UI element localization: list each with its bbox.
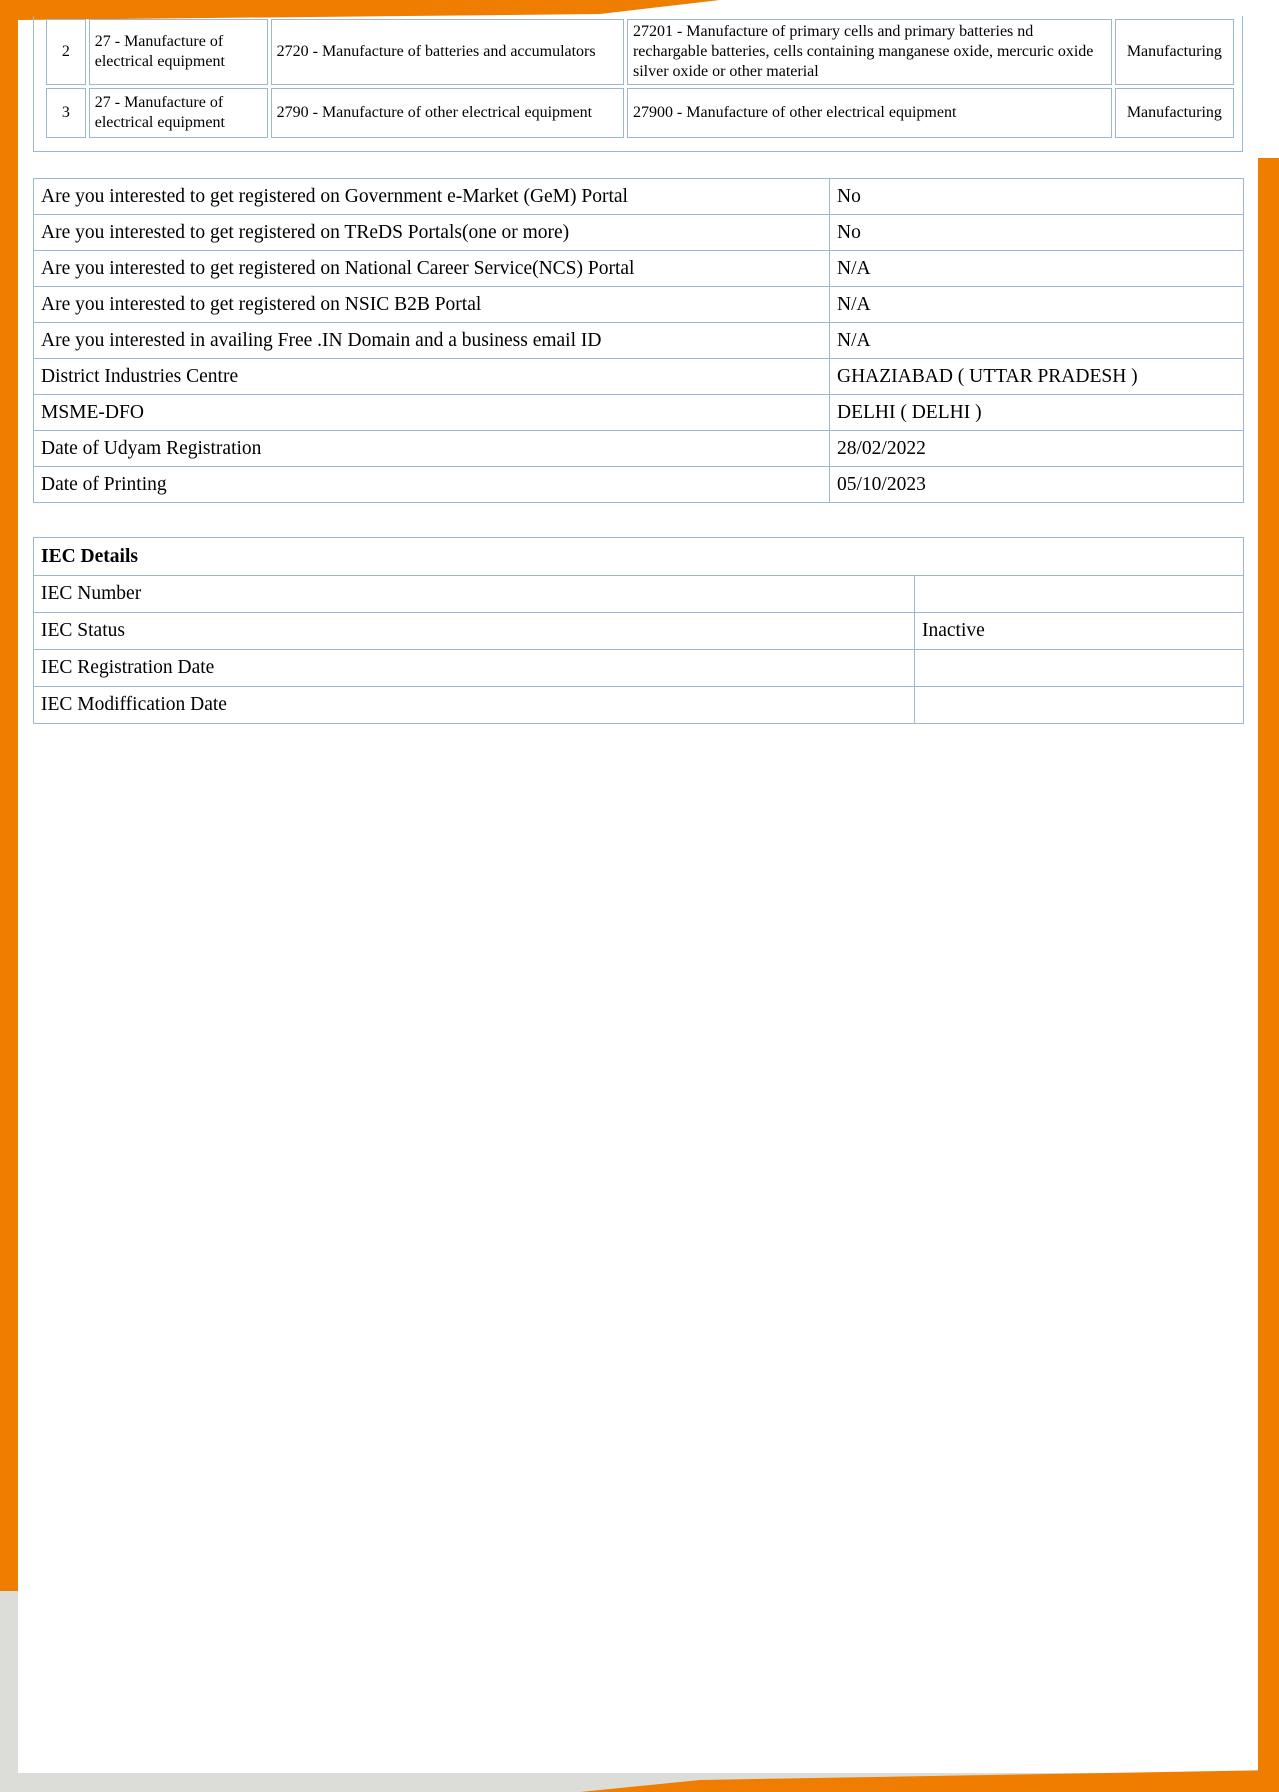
iec-row: [34, 650, 1244, 687]
iec-value: [915, 576, 1244, 613]
info-row: [34, 179, 1244, 215]
info-value: N/A: [830, 251, 1244, 287]
iec-row: [34, 613, 1244, 650]
orange-left-border: [0, 0, 18, 1591]
iec-details-table: [33, 537, 1244, 724]
info-row: [34, 287, 1244, 323]
nic-activity: Manufacturing: [1115, 19, 1234, 85]
info-row: [34, 323, 1244, 359]
nic-activity: Manufacturing: [1115, 88, 1234, 138]
info-label: MSME-DFO: [34, 395, 830, 431]
iec-label: IEC Modiffication Date: [34, 687, 915, 724]
info-label: District Industries Centre: [34, 359, 830, 395]
nic-4-digit: 2790 - Manufacture of other electrical equipment: [271, 88, 624, 138]
iec-heading-row: [34, 538, 1244, 576]
nic-row: [46, 19, 1234, 85]
info-label: Are you interested to get registered on NSIC B2B Portal: [34, 287, 830, 323]
iec-value: Inactive: [915, 613, 1244, 650]
info-value: 05/10/2023: [830, 467, 1244, 503]
info-row: [34, 215, 1244, 251]
info-row: [34, 467, 1244, 503]
nic-row: [46, 88, 1234, 138]
iec-label: IEC Number: [34, 576, 915, 613]
info-label: Are you interested to get registered on Government e-Market (GeM) Portal: [34, 179, 830, 215]
info-value: N/A: [830, 287, 1244, 323]
nic-2-digit: 27 - Manufacture of electrical equipment: [89, 19, 268, 85]
info-row: [34, 251, 1244, 287]
iec-value: [915, 687, 1244, 724]
iec-value: [915, 650, 1244, 687]
info-value: No: [830, 215, 1244, 251]
info-value: GHAZIABAD ( UTTAR PRADESH ): [830, 359, 1244, 395]
info-label: Date of Udyam Registration: [34, 431, 830, 467]
info-row: [34, 431, 1244, 467]
nic-5-digit: 27900 - Manufacture of other electrical equipment: [627, 88, 1112, 138]
nic-2-digit: 27 - Manufacture of electrical equipment: [89, 88, 268, 138]
nic-code-table: [43, 16, 1237, 141]
info-value: 28/02/2022: [830, 431, 1244, 467]
nic-serial-number: 3: [46, 88, 86, 138]
iec-row: [34, 687, 1244, 724]
orange-right-border: [1258, 158, 1279, 1792]
nic-4-digit: 2720 - Manufacture of batteries and accumulators: [271, 19, 624, 85]
info-row: [34, 359, 1244, 395]
info-label: Date of Printing: [34, 467, 830, 503]
nic-serial-number: 2: [46, 19, 86, 85]
orange-bottom-swoosh: [580, 1770, 1279, 1792]
nic-code-table-container: [33, 16, 1243, 152]
info-value: DELHI ( DELHI ): [830, 395, 1244, 431]
iec-row: [34, 576, 1244, 613]
registration-info-table: [33, 178, 1244, 503]
iec-label: IEC Registration Date: [34, 650, 915, 687]
info-value: N/A: [830, 323, 1244, 359]
grey-corner-decoration: [0, 1590, 20, 1792]
iec-label: IEC Status: [34, 613, 915, 650]
info-value: No: [830, 179, 1244, 215]
nic-5-digit: 27201 - Manufacture of primary cells and primary batteries nd rechargable batteries, cells containing manganese oxide, mercuric oxide silver oxide or other material: [627, 19, 1112, 85]
info-label: Are you interested to get registered on TReDS Portals(one or more): [34, 215, 830, 251]
info-label: Are you interested to get registered on National Career Service(NCS) Portal: [34, 251, 830, 287]
info-label: Are you interested in availing Free .IN Domain and a business email ID: [34, 323, 830, 359]
info-row: [34, 395, 1244, 431]
iec-heading: IEC Details: [34, 538, 1244, 576]
